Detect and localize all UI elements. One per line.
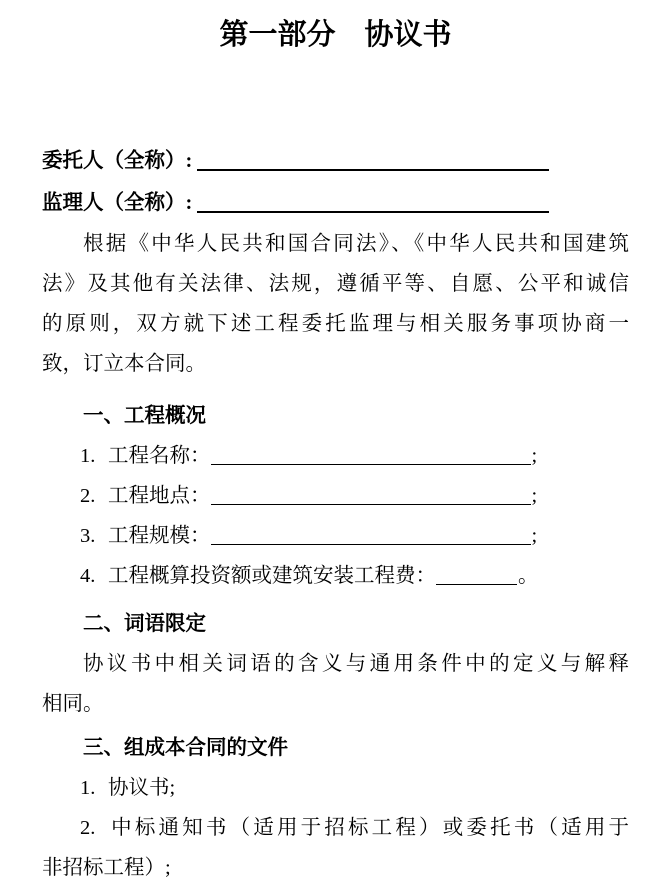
section-heading-contract-documents: 三、组成本合同的文件 (83, 737, 288, 759)
intro-paragraph-line: 致，订立本合同。 (42, 353, 206, 375)
item-text: 中标通知书（适用于招标工程）或委托书（适用于 (108, 817, 629, 839)
client-label: 委托人（全称）: (42, 150, 193, 172)
item-number: 2. (80, 485, 96, 507)
item-punctuation: ; (531, 525, 538, 547)
party-row-supervisor (42, 182, 629, 224)
project-location-row (42, 476, 629, 516)
supervisor-name-blank-line (197, 211, 549, 213)
item-punctuation: ; (531, 485, 538, 507)
contract-document-item-continuation: 非招标工程）; (42, 857, 171, 879)
section-heading-term-definition: 二、词语限定 (83, 613, 206, 635)
project-budget-row (42, 556, 629, 596)
contract-document-item-award-notice (42, 808, 629, 848)
intro-paragraph-line: 法》及其他有关法律、法规，遵循平等、自愿、公平和诚信 (42, 273, 629, 295)
project-scale-row (42, 516, 629, 556)
item-label: 工程概算投资额或建筑安装工程费： (108, 565, 436, 587)
intro-paragraph-line: 根据《中华人民共和国合同法》、《中华人民共和国建筑 (83, 233, 629, 255)
item-number: 1. (80, 777, 96, 799)
term-definition-line: 协议书中相关词语的含义与通用条件中的定义与解释 (83, 653, 629, 675)
parties-block (42, 140, 629, 224)
item-label: 工程地点： (108, 485, 211, 507)
item-number: 3. (80, 525, 96, 547)
supervisor-label: 监理人（全称）: (42, 192, 193, 214)
item-number: 2. (80, 817, 96, 839)
intro-paragraph-line: 的原则，双方就下述工程委托监理与相关服务事项协商一 (42, 313, 629, 335)
item-label: 工程名称： (108, 445, 211, 467)
item-punctuation: ; (531, 445, 538, 467)
page-title: 第一部分 协议书 (219, 19, 452, 51)
project-budget-blank-line (436, 584, 517, 585)
contract-document-item-agreement (42, 768, 629, 808)
project-name-row (42, 436, 629, 476)
item-label: 工程规模： (108, 525, 211, 547)
project-location-blank-line (211, 504, 531, 505)
party-row-client (42, 140, 629, 182)
project-name-blank-line (211, 464, 531, 465)
client-name-blank-line (197, 169, 549, 171)
item-punctuation: 。 (518, 565, 539, 587)
term-definition-line: 相同。 (42, 693, 104, 715)
item-number: 4. (80, 565, 96, 587)
item-text: 协议书; (108, 777, 176, 799)
section-heading-project-overview: 一、工程概况 (83, 405, 206, 427)
document-body (42, 140, 629, 888)
item-number: 1. (80, 445, 96, 467)
project-scale-blank-line (211, 544, 531, 545)
